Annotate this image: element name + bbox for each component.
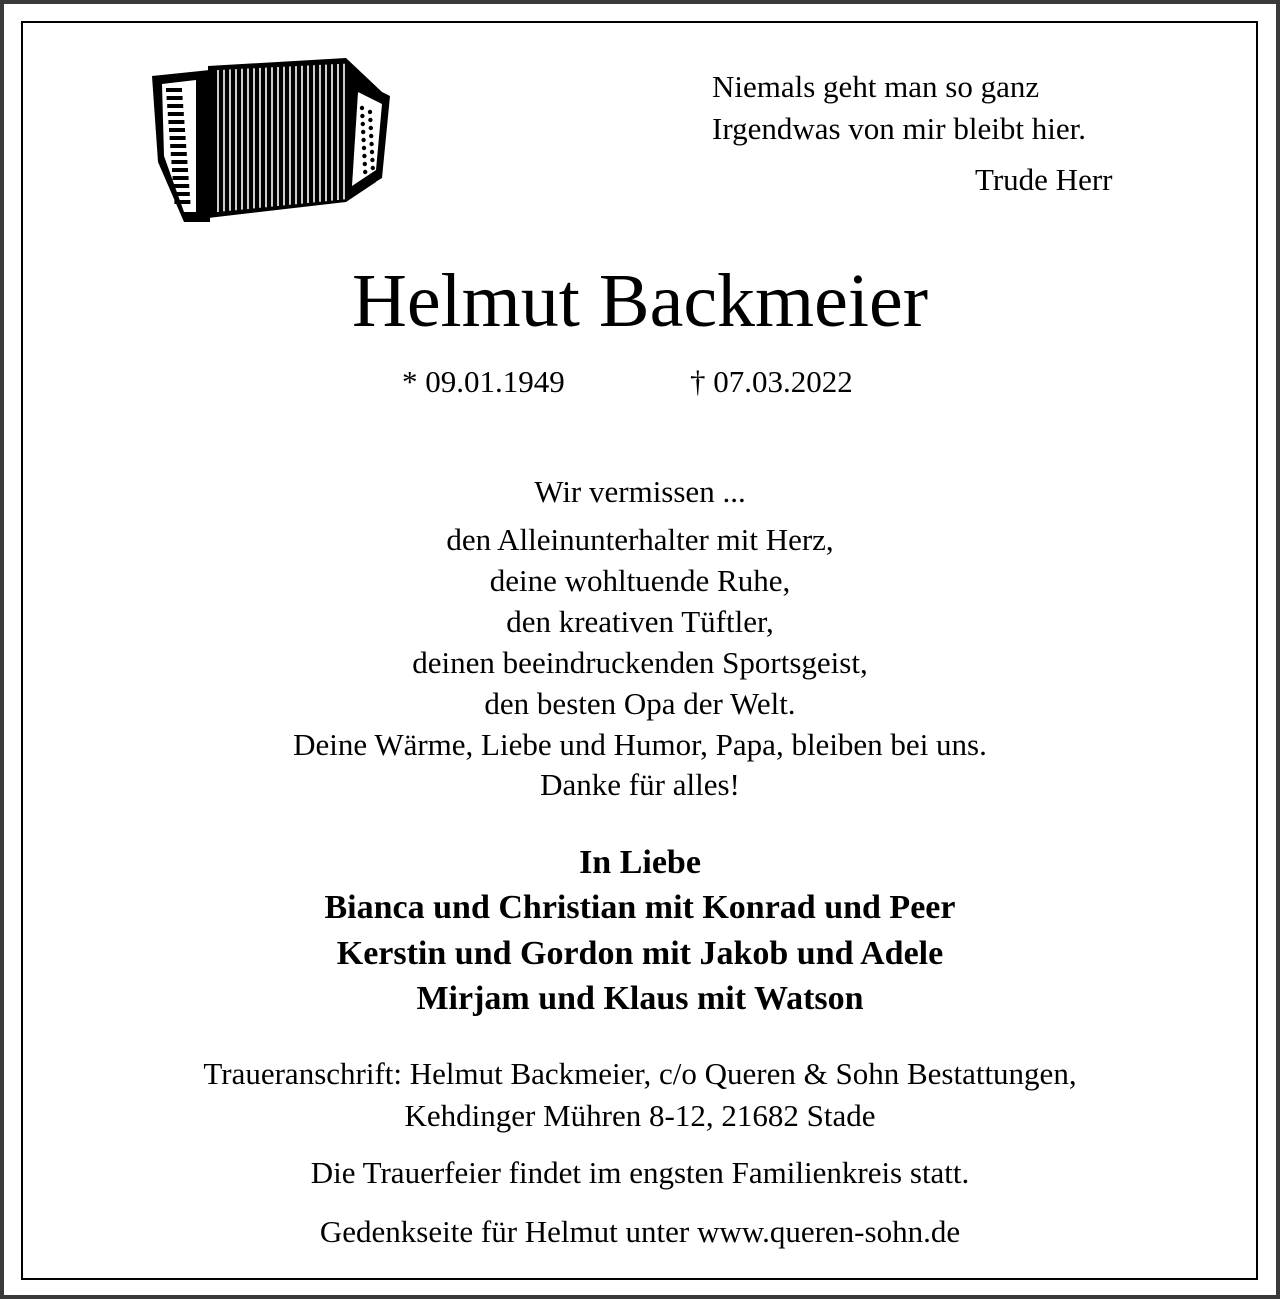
address-line: Traueranschrift: Helmut Backmeier, c/o Queren & Sohn Bestattungen, [203,1056,1077,1091]
tribute-text [0,472,1280,806]
tribute-line: den besten Opa der Welt. [484,685,796,721]
tribute-line: deine wohltuende Ruhe, [489,562,791,598]
birth-date: * 09.01.1949 [402,364,565,399]
accordion-icon [150,52,392,224]
mourner-line: Mirjam und Klaus mit Watson [416,979,864,1017]
quote [712,66,1192,150]
tribute-line: den Alleinunterhalter mit Herz, [446,522,834,557]
mourning-address [0,1053,1280,1137]
ceremony-note: Die Trauerfeier findet im engsten Familienkreis statt. [310,1155,970,1190]
tribute-line: deinen beeindruckenden Sportsgeist, [412,644,868,680]
memorial-note: Gedenkseite für Helmut unter www.queren-sohn.de [319,1214,961,1249]
tribute-intro: Wir vermissen ... [534,474,746,509]
tribute-line: Danke für alles! [540,767,740,803]
mourner-line: Kerstin und Gordon mit Jakob und Adele [336,934,944,972]
quote-line: Irgendwas von mir bleibt hier. [712,111,1086,146]
mourners [0,840,1280,1021]
tribute-line: Deine Wärme, Liebe und Humor, Papa, bleiben bei uns. [293,726,987,762]
mourner-line: Bianca und Christian mit Konrad und Peer [324,889,956,927]
deceased-name: Helmut Backmeier [351,259,929,343]
quote-author: Trude Herr [975,162,1113,197]
tribute-line: den kreativen Tüftler, [506,603,774,639]
mourners-heading: In Liebe [579,844,701,881]
address-line: Kehdinger Mühren 8-12, 21682 Stade [404,1098,876,1133]
death-date: † 07.03.2022 [690,364,853,399]
quote-line: Niemals geht man so ganz [712,69,1040,104]
